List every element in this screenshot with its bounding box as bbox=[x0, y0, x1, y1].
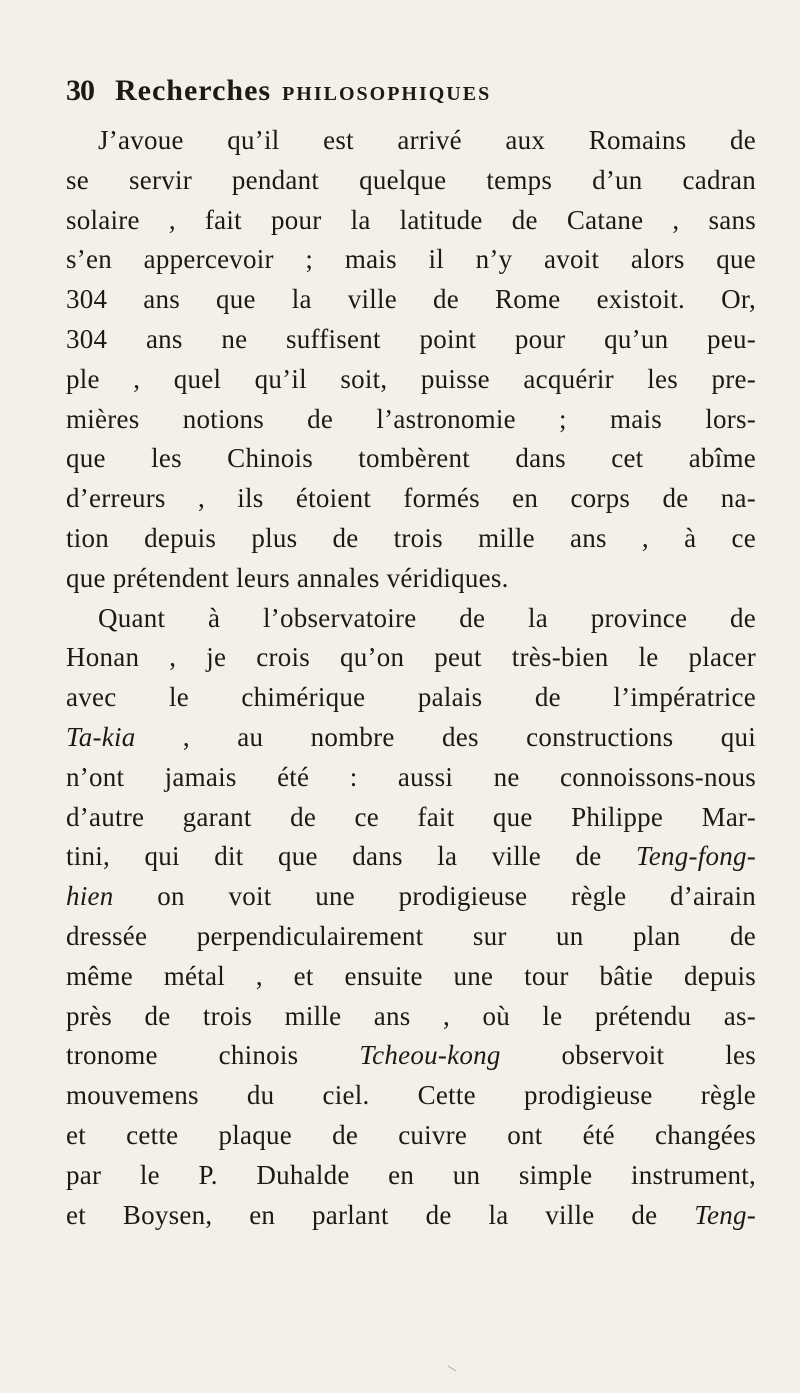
italic-term: Ta-kia bbox=[66, 721, 136, 752]
text-line: ple , quel qu’il soit, puisse acquérir les pre- bbox=[66, 363, 756, 394]
text-line: se servir pendant quelque temps d’un cadran bbox=[66, 164, 756, 195]
text-line: tion depuis plus de trois mille ans , à ce bbox=[66, 522, 756, 553]
text-line: même métal , et ensuite une tour bâtie depuis bbox=[66, 960, 756, 991]
italic-term: Tcheou-kong bbox=[359, 1040, 501, 1071]
italic-term: Teng- bbox=[694, 1199, 756, 1230]
text-line: 304 ans que la ville de Rome existoit. Or, bbox=[66, 284, 756, 315]
text-line: Honan , je crois qu’on peut très-bien le placer bbox=[66, 642, 756, 673]
text-line: tronome chinois Tcheou-kong observoit les bbox=[66, 1040, 756, 1071]
text-line: solaire , fait pour la latitude de Catane , sans bbox=[66, 204, 756, 235]
body-text bbox=[66, 121, 756, 1235]
italic-term: hien bbox=[66, 881, 114, 912]
text-line: avec le chimérique palais de l’impératrice bbox=[66, 682, 756, 713]
text-line: tini, qui dit que dans la ville de Teng-fong- bbox=[66, 841, 756, 872]
page-header bbox=[66, 74, 756, 120]
text-line: dressée perpendiculairement sur un plan de bbox=[66, 920, 756, 951]
text-line: près de trois mille ans , où le prétendu as- bbox=[66, 1000, 756, 1031]
running-title-minor: PHILOSOPHIQUES bbox=[282, 83, 492, 105]
text-line: mouvemens du ciel. Cette prodigieuse règle bbox=[66, 1080, 756, 1111]
text-line: Quant à l’observatoire de la province de bbox=[98, 602, 756, 633]
text-line: et Boysen, en parlant de la ville de Teng- bbox=[66, 1199, 756, 1230]
text-line: mières notions de l’astronomie ; mais lors- bbox=[66, 403, 756, 434]
text-line: hien on voit une prodigieuse règle d’airain bbox=[66, 881, 756, 912]
text-line: s’en appercevoir ; mais il n’y avoit alors que bbox=[66, 244, 756, 275]
text-line: et cette plaque de cuivre ont été changées bbox=[66, 1119, 756, 1150]
text-line: d’autre garant de ce fait que Philippe Mar- bbox=[66, 801, 756, 832]
italic-term: Teng-fong- bbox=[635, 841, 756, 872]
text-line: n’ont jamais été : aussi ne connoissons-nous bbox=[66, 761, 756, 792]
text-line: d’erreurs , ils étoient formés en corps de na- bbox=[66, 483, 756, 514]
text-line: que les Chinois tombèrent dans cet abîme bbox=[66, 443, 756, 474]
running-title-major: Recherches bbox=[115, 74, 272, 107]
text-line: 304 ans ne suffisent point pour qu’un peu- bbox=[66, 323, 756, 354]
text-line: que prétendent leurs annales véridiques. bbox=[66, 562, 509, 593]
page-number: 30 bbox=[66, 74, 94, 107]
paragraph-1 bbox=[66, 121, 756, 599]
text-line: Ta-kia , au nombre des constructions qui bbox=[66, 721, 756, 752]
text-line: J’avoue qu’il est arrivé aux Romains de bbox=[98, 125, 756, 155]
print-mark-icon bbox=[447, 1365, 457, 1372]
paragraph-2 bbox=[66, 599, 756, 1236]
text-line: par le P. Duhalde en un simple instrument, bbox=[66, 1159, 756, 1190]
